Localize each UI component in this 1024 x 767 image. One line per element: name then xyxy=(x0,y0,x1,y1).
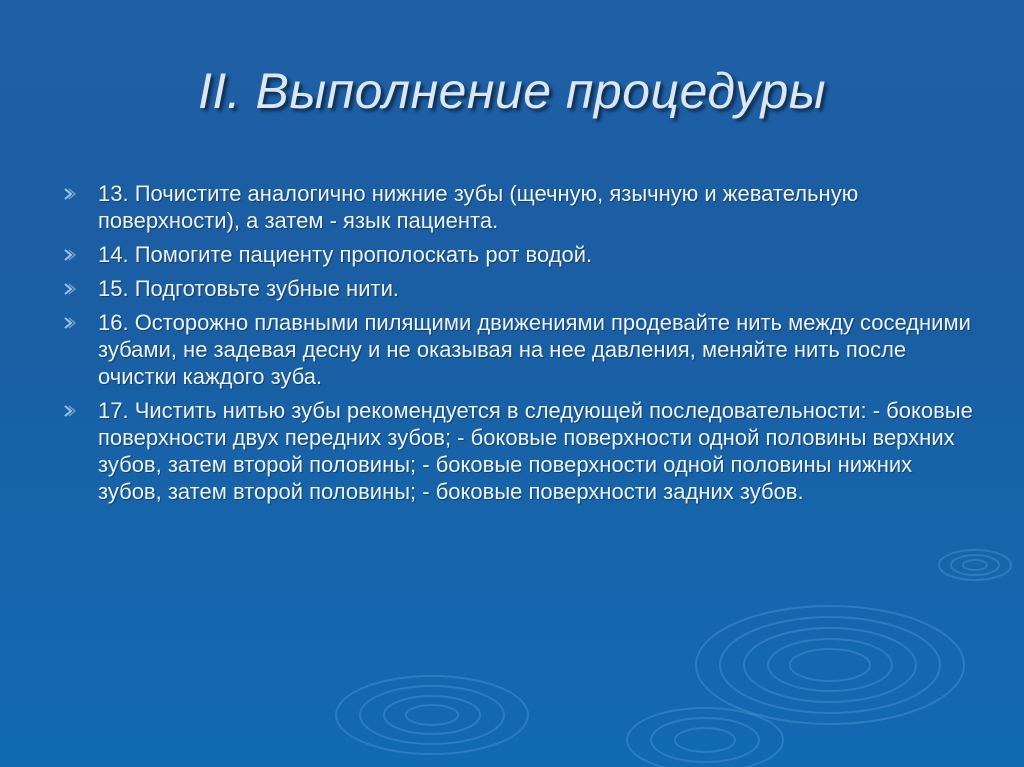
list-item xyxy=(58,275,978,302)
list-item-text: 16. Осторожно плавными пилящими движениями продевайте нить между соседними зубами, не задевая десну и не оказывая на нее давления, меняйте нить после очистки каждого зуба. xyxy=(98,310,971,389)
chevron-bullet-icon xyxy=(58,181,82,207)
list-item-text: 13. Почистите аналогично нижние зубы (щечную, язычную и жевательную поверхности), а затем - язык пациента. xyxy=(98,181,859,233)
slide-title: II. Выполнение процедуры xyxy=(197,63,827,119)
list-item xyxy=(58,241,978,268)
list-item-text: 14. Помогите пациенту прополоскать рот водой. xyxy=(98,242,593,267)
list-item xyxy=(58,309,978,390)
list-item xyxy=(58,180,978,234)
list-item-text: 17. Чистить нитью зубы рекомендуется в следующей последовательности: - боковые поверхности двух передних зубов; - боковые поверхности одной половины верхних зубов, затем второй половины; - боковые поверхности одной половины нижних зубов, затем второй половины; - боковые поверхности задних зубов. xyxy=(98,398,973,504)
list-item xyxy=(58,397,978,505)
chevron-bullet-icon xyxy=(58,398,82,424)
chevron-bullet-icon xyxy=(58,242,82,268)
list-item-text: 15. Подготовьте зубные нити. xyxy=(98,276,399,301)
chevron-bullet-icon xyxy=(58,310,82,336)
chevron-bullet-icon xyxy=(58,276,82,302)
bullet-list xyxy=(58,180,978,512)
